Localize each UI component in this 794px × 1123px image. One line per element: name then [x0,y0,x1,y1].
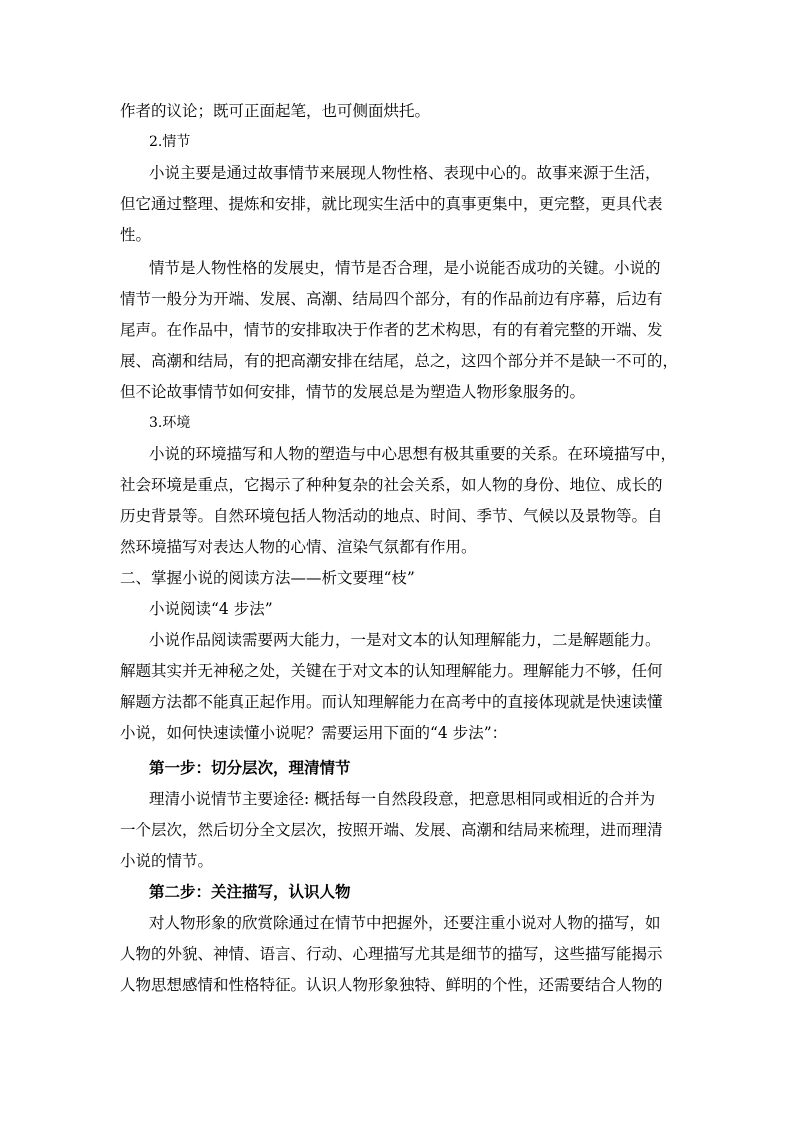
text-line: 小说作品阅读需要两大能力，一是对文本的认知理解能力，二是解题能力。 [149,631,661,649]
section-heading-plot: 2.情节 [149,134,191,150]
section-heading-environment: 3.环境 [149,415,191,431]
text-line: 但它通过整理、提炼和安排，就比现实生活中的真事更集中，更完整，更具代表 [120,195,663,213]
text-line: 解题其实并无神秘之处，关键在于对文本的认知理解能力。理解能力不够，任何 [120,662,663,680]
text-line: 对人物形象的欣赏除通过在情节中把握外，还要注重小说对人物的描写，如 [149,914,661,932]
section-heading-reading-method: 二、掌握小说的阅读方法——析文要理“枝” [120,569,415,587]
text-line: 性。 [120,226,152,244]
text-line: 但不论故事情节如何安排，情节的发展总是为塑造人物形象服务的。 [120,383,586,401]
text-line: 解题方法都不能真正起作用。而认知理解能力在高考中的直接体现就是快速读懂 [120,693,663,711]
text-line: 展、高潮和结局，有的把高潮安排在结尾，总之，这四个部分并不是缺一不可的， [120,352,679,370]
text-line: 作者的议论；既可正面起笔，也可侧面烘托。 [120,102,431,120]
text-line: 小说，如何快速读懂小说呢？需要运用下面的“4 步法”： [120,724,508,742]
text-line: 小说的情节。 [120,852,214,870]
text-line: 尾声。在作品中，情节的安排取决于作者的艺术构思，有的有着完整的开端、发 [120,321,663,339]
step-one-heading: 第一步：切分层次，理清情节 [149,758,351,777]
subheading-four-steps: 小说阅读“4 步法” [149,600,273,618]
text-line: 情节是人物性格的发展史，情节是否合理，是小说能否成功的关键。小说的 [149,259,661,277]
text-line: 人物思想感情和性格特征。认识人物形象独特、鲜明的个性，还需要结合人物的 [120,976,663,994]
text-line: 然环境描写对表达人物的心情、渲染气氛都有作用。 [120,538,477,556]
text-line: 历史背景等。自然环境包括人物活动的地点、时间、季节、气候以及景物等。自 [120,507,663,525]
text-line: 人物的外貌、神情、语言、行动、心理描写尤其是细节的描写，这些描写能揭示 [120,945,663,963]
step-two-heading: 第二步：关注描写，认识人物 [149,882,351,901]
text-line: 社会环境是重点，它揭示了种种复杂的社会关系，如人物的身份、地位、成长的 [120,476,663,494]
text-line: 小说主要是通过故事情节来展现人物性格、表现中心的。故事来源于生活， [149,164,661,182]
text-line: 理清小说情节主要途径: 概括每一自然段段意，把意思相同或相近的合并为 [149,790,656,808]
text-line: 小说的环境描写和人物的塑造与中心思想有极其重要的关系。在环境描写中， [149,445,677,463]
text-line: 情节一般分为开端、发展、高潮、结局四个部分，有的作品前边有序幕，后边有 [120,290,663,308]
text-line: 一个层次，然后切分全文层次，按照开端、发展、高潮和结局来梳理，进而理清 [120,821,663,839]
